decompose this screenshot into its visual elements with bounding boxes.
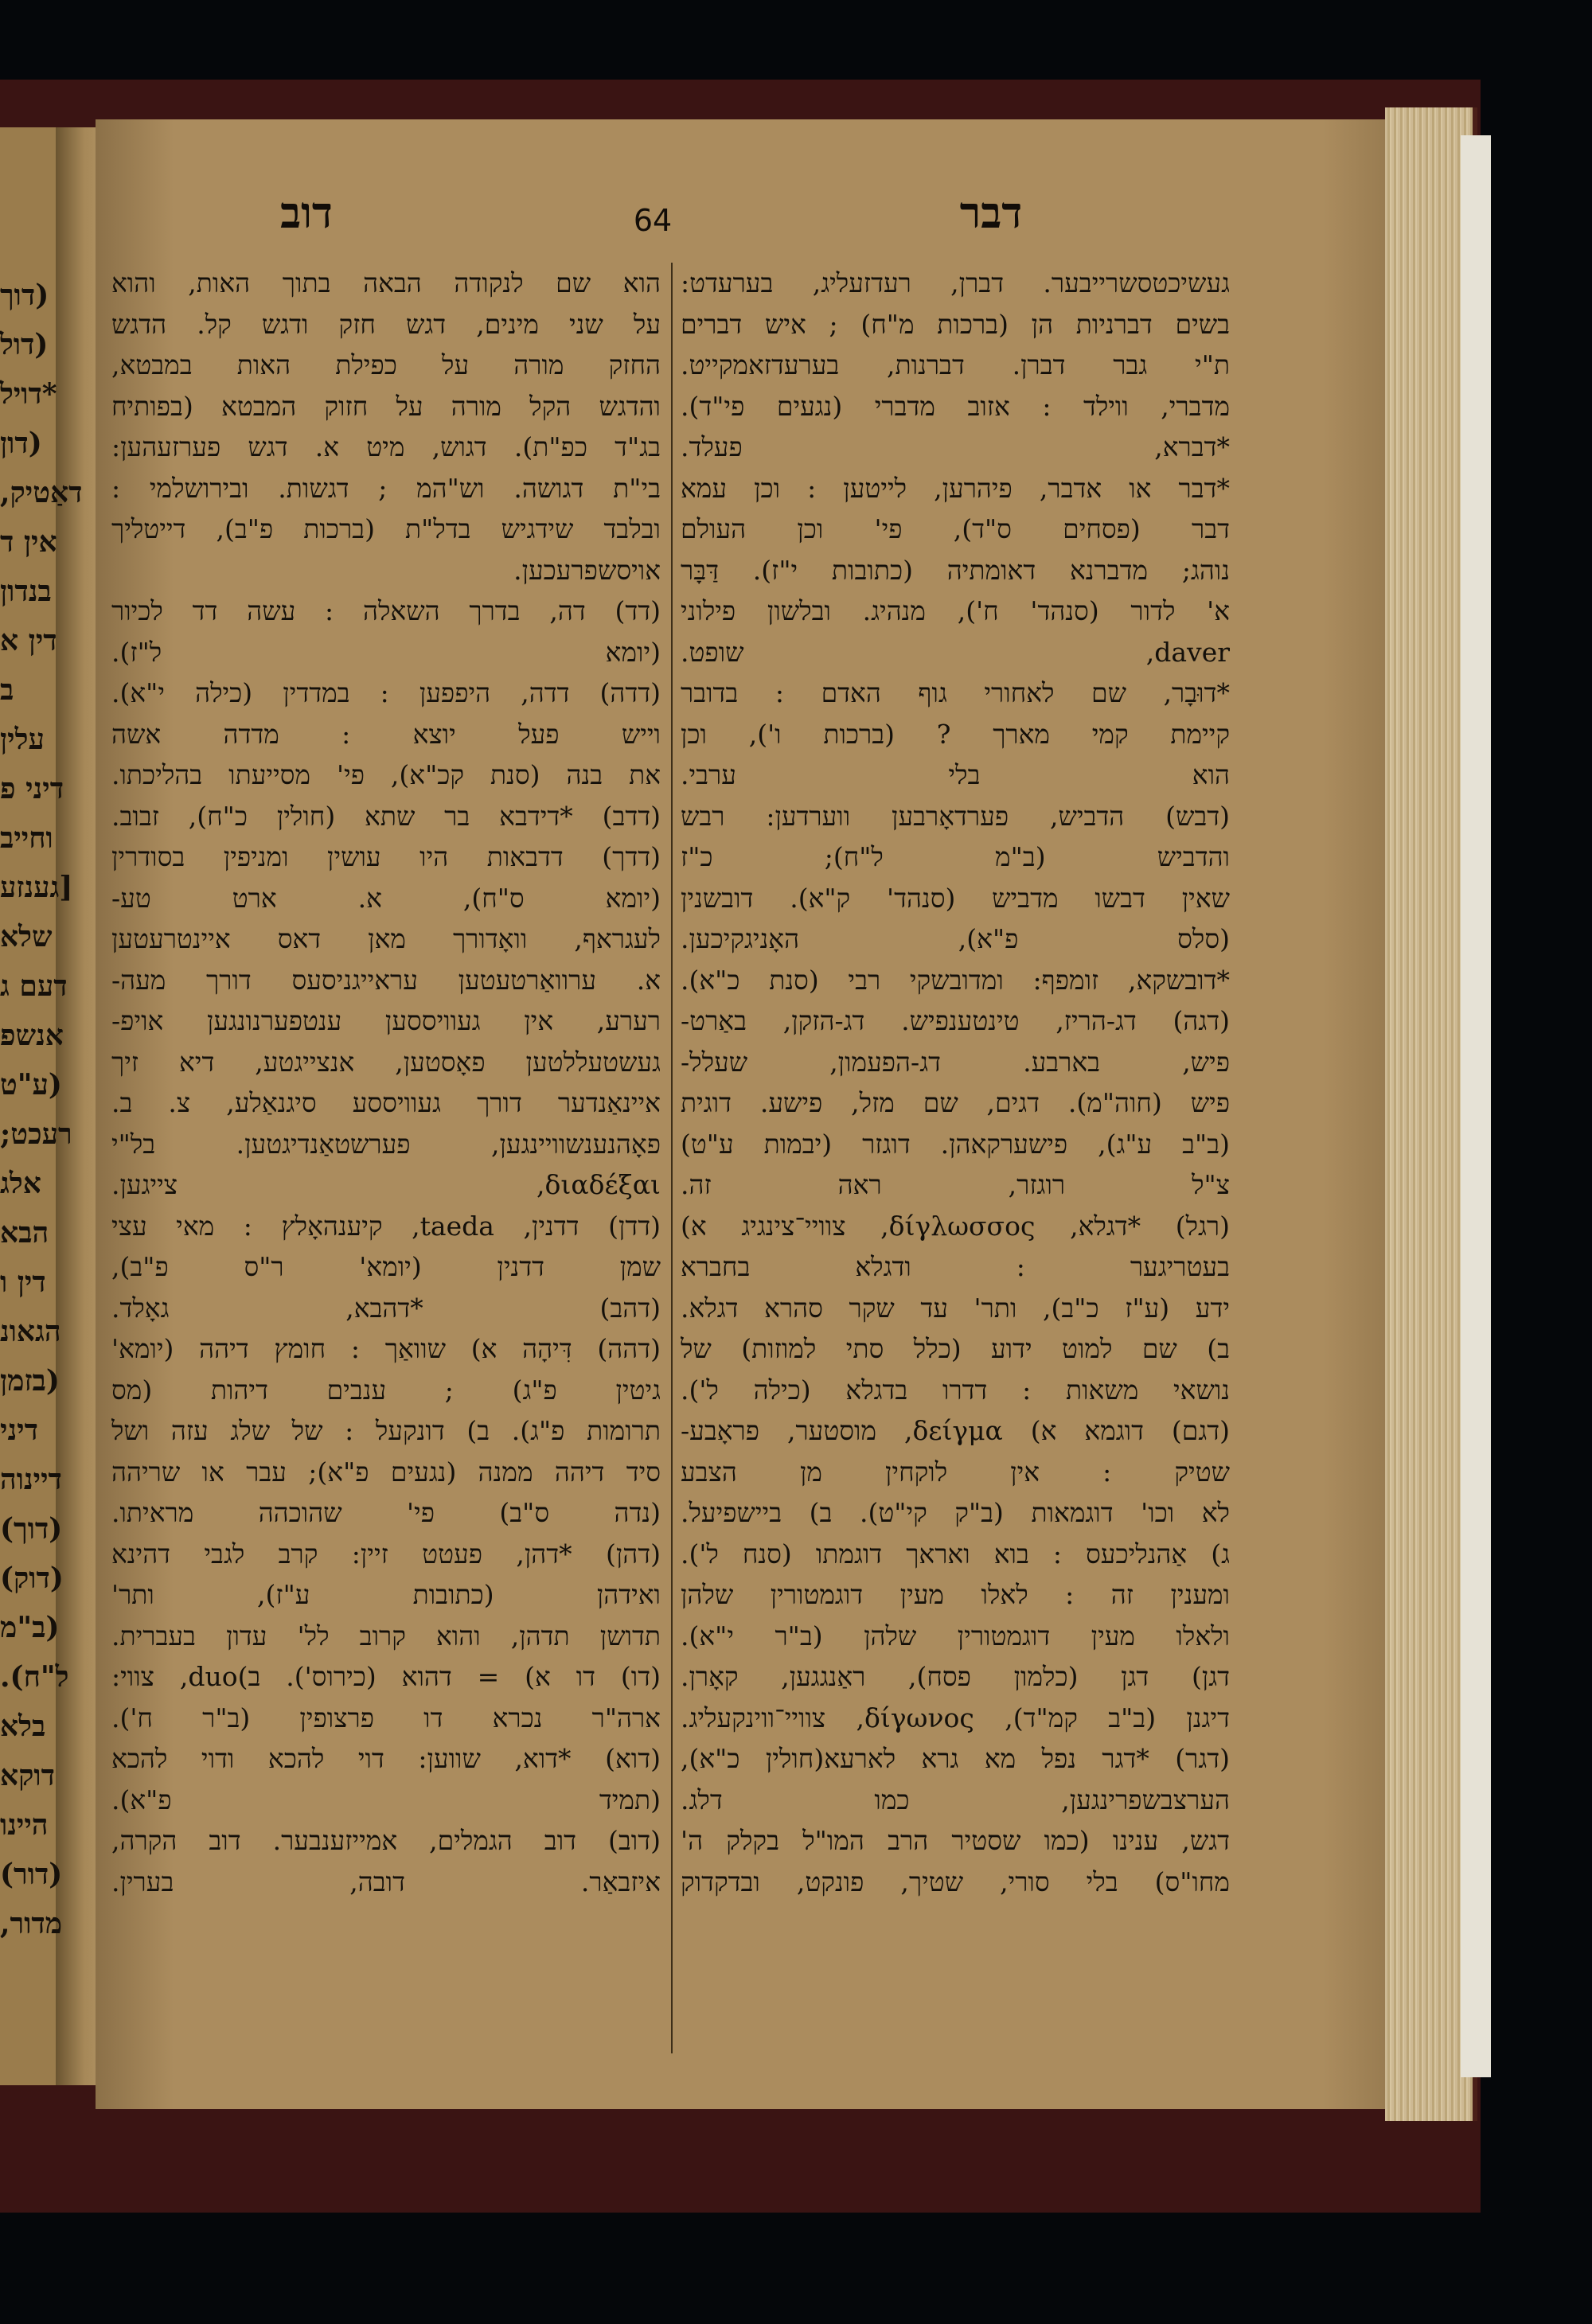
text-line: לעגראף, וואָדורך מאן דאס איינטרעטען (111, 923, 661, 954)
page-number: 64 (633, 203, 673, 238)
facing-page-line: רעכט; (0, 1117, 72, 1151)
text-line: געשטעללטען פאָסטען, אנצייגטע, דיא זיך (111, 1046, 661, 1078)
facing-page-line: מדור, (0, 1907, 63, 1940)
text-line: (תמיד פ"א). (111, 1784, 661, 1815)
facing-page-line: דוקא (0, 1759, 55, 1792)
text-line: והדגש הקל מורה על חזוק המבטא (בפותיח (111, 390, 661, 422)
text-line: *דברא, פעלד. (681, 431, 1230, 462)
text-line: (דגם) דוגמא א) δείγμα, מוסטער, פראָבע- (681, 1415, 1230, 1446)
facing-page-line: אנשפ (0, 1019, 64, 1052)
facing-page-line: [גענזע (0, 871, 73, 904)
text-line: διαδέξαι, צייגען. (111, 1169, 661, 1200)
facing-page-line: דיני פ (0, 772, 64, 805)
text-line: ומענין זה : לאלו מעין דוגמטורין שלהן (681, 1579, 1230, 1610)
text-line: (דו) דו א) = דהוא (כירוס'). ב)duo, צווי: (111, 1661, 661, 1692)
guide-word-left: דוב (280, 187, 333, 238)
facing-page-line: אלג (0, 1167, 41, 1200)
page-edge-strip (1461, 135, 1491, 2077)
text-line: (דהב) *דהבא, גאָלד. (111, 1292, 661, 1324)
facing-page-line: הבא (0, 1216, 49, 1250)
text-line: פיש (חוה"מ). דגים, שם מזל, פישע. דוגית (681, 1087, 1230, 1118)
facing-page-line: (דור) (0, 1858, 63, 1891)
text-line: daver, שופט. (681, 636, 1230, 668)
text-line: ולאלו מעין דוגמטורין שלהן (ב"ר י"א). (681, 1620, 1230, 1651)
facing-page-line: היינו (0, 1808, 49, 1842)
text-line: געשיכטסשרייבער. דברן, רעדזעליג, בערעדט: (681, 267, 1230, 298)
text-line: (דהה) דִּיהָה א) שוואַך : חומץ דיהה (יומא' (111, 1333, 661, 1364)
facing-page-line: וחייב (0, 821, 53, 855)
text-line: אויסשפרעכען. (513, 554, 661, 586)
facing-page-line: (ע"ט (0, 1068, 62, 1102)
text-line: ובלבד שידגיש בדל"ת (ברכות פ"ב), דייטליך (111, 513, 661, 544)
text-line: (דגר) *דגר נפל מא גרא לארעא(חולין כ"א), (681, 1743, 1230, 1774)
facing-page-line: עלין (0, 723, 45, 756)
text-line: הערצבשפרינגען, כמו דלג. (681, 1784, 1230, 1815)
facing-page-line: (דוק) (0, 1562, 64, 1595)
facing-page-line: בנדון (0, 575, 52, 608)
text-line: (דבש) הדביש, פערדאָרבען ווערדען: רבש (681, 800, 1230, 832)
text-line: דיגנן (ב"ב קמ"ד), δίγωνος, צוויי־ווינקעליג. (681, 1702, 1230, 1733)
facing-page-line: דיינוה (0, 1463, 62, 1496)
facing-page-line: דיני (0, 1414, 38, 1447)
text-line: (רגל) *דגלא, δίγλωσσος, צוויי־צינגיג א) (681, 1210, 1230, 1242)
facing-page-line: (דוך) (0, 1512, 63, 1546)
text-line: לא וכו' דוגמאות (ב"ק קי"ט). ב) ביישפיעל. (681, 1497, 1230, 1528)
facing-page-text (0, 271, 94, 2101)
text-line: דבר (פסחים ס"ד), פי' וכן העולם (681, 513, 1230, 544)
facing-page-line: (ב"מ (0, 1611, 60, 1644)
facing-page-line: דין א (0, 624, 57, 657)
left-column (111, 263, 661, 1902)
facing-page-line: דעם ג (0, 969, 68, 1003)
facing-page-line: ב (0, 673, 14, 707)
text-line: הוא שם לנקודה הבאה בתוך האות, והוא (111, 267, 661, 298)
text-line: (דדה) דדה, היפפען : במדדין (כילה י"א). (111, 677, 661, 708)
text-line: החזק מורה על כפילת האות במבטא, (111, 349, 661, 380)
guide-word-right: דבר (959, 187, 1023, 238)
text-line: (דדן) דדנין, taeda, קיענהאָלץ : מאי עצי (111, 1210, 661, 1242)
facing-page-line: שלא (0, 920, 53, 953)
text-line: על שני מינים, דגש חזק ודגש קל. הדגש (111, 308, 661, 340)
text-line: שטיק : אין לוקחין מן הצבע (681, 1456, 1230, 1488)
text-line: וייש פעל יוצא : מדדה אשה (111, 718, 661, 750)
text-line: (דוא) *דוא, שווען: דוי להכא ודוי להכא (111, 1743, 661, 1774)
text-line: (נדה ס"ב) פי' שהוכהה מראיתו. (111, 1497, 661, 1528)
text-line: דגן) דגן (כלמון פסח), ראַנגגען, קאָרן. (681, 1661, 1230, 1692)
text-line: ידע (ע"ז כ"ב), ותר' עד שקר סהרא דגלא. (681, 1292, 1230, 1324)
text-line: ואידהן (כתובות ע"ז), ותר' (111, 1579, 661, 1610)
text-line: בי"ת דגושה. וש"המ ; דגשות. ובירושלמי : (111, 472, 661, 504)
facing-page-line: (דול (0, 328, 49, 361)
text-line: בשים דברניות הן (ברכות מ"ח) ; איש דברים (681, 308, 1230, 340)
text-line: (דהן) *דהן, פעטט זיין: קרב לגבי דהינא (111, 1538, 661, 1569)
text-line: *דבר או אדבר, פיהרען, לייטען : וכן עמא (681, 472, 1230, 504)
text-line: א' לדור (סנהד' ח'), מנהיג. ובלשון פילוני (681, 595, 1230, 626)
text-line: (דגה) דג-הריז, טינטענפיש. דג-הזקן, באַרט- (681, 1005, 1230, 1036)
text-line: ג) אַהנליכעס : בוא ואראך דוגמתו (סנח ל'). (681, 1538, 1230, 1569)
text-line: והדביש (ב"מ ל"ח); כ"ז (681, 841, 1230, 872)
text-line: ארה"ר נכרא דו פרצופין (ב"ר ח'). (111, 1702, 661, 1733)
text-line: (סלס פ"א), האָניגקיכען. (681, 923, 1230, 954)
column-divider (671, 263, 673, 2053)
text-line: תדושן תדהן, והוא קרוב לל' עדון בעברית. (111, 1620, 661, 1651)
text-line: (דוב) דוב הגמלים, אמייזענבער. דוב הקרה, (111, 1825, 661, 1856)
text-line: הוא בלי ערבי. (681, 759, 1230, 790)
facing-page-line: (דוך (0, 279, 49, 312)
text-line: (ב"ב ע"ג), פישערקאהן. דוגזר (יבמות ע"ט) (681, 1128, 1230, 1160)
text-line: רערע, אין געוויססען ענטפערנונגען אויפ- (111, 1005, 661, 1036)
text-line: איזבאַר. דובה, בערין. (111, 1866, 661, 1897)
facing-page-line: אין ד (0, 525, 57, 559)
text-line: ב) שם למוט ידוע (כלל סתי למוזות) של (681, 1333, 1230, 1364)
facing-page-line: דין ו (0, 1265, 46, 1299)
text-line: דגש, ענינו (כמו שסטיר הרב המו"ל בקלק ה' (681, 1825, 1230, 1856)
text-line: (דדב) *דידבא בר שתא (חולין כ"ח), זבוב. (111, 800, 661, 832)
text-line: את בנה (סנת קכ"א), פי' מסייעתו בהליכתו. (111, 759, 661, 790)
facing-page-line: ל"ח). (0, 1660, 69, 1694)
right-column (681, 263, 1230, 1902)
text-line: (יומא ל"ז). (111, 636, 661, 668)
facing-page-line: הגאונ (0, 1315, 61, 1348)
text-line: (דדך) דדבאות היו עושין ומניפין בסודרין (111, 841, 661, 872)
text-line: נושאי משאות : דדרו בדגלא (כילה ל'). (681, 1374, 1230, 1406)
text-line: גיטין פ"ג) ; ענבים דיהות (מס (111, 1374, 661, 1406)
text-line: *דובשקא, זומפף: ומדובשקי רבי (סנת כ"א). (681, 964, 1230, 996)
text-line: נוהג; מדברנא דאומתיה (כתובות י"ז). דַּבָּר (681, 554, 1230, 586)
text-line: מדברי, ווילד : אזוב מדברי (נגעים פי"ד). (681, 390, 1230, 422)
text-line: תרומות פ"ג). ב) דונקעל : של שלג עזה ושל (111, 1415, 661, 1446)
facing-page-line: דאַטיק, (0, 476, 83, 509)
text-line: איינאַנדער דורך געוויססע סיגנאַלע, צ. ב. (111, 1087, 661, 1118)
text-line: בג"ד כפ"ת). דגוש, מיט א. דגש פערזעהען: (111, 431, 661, 462)
text-line: קיימת קמי מארך ? (ברכות ו'), וכן (681, 718, 1230, 750)
text-line: שמן דדנין (יומא' ר"ס פ"ב), (111, 1251, 661, 1282)
text-line: פאָהנענשוויינגען, פערשטאַנדיגטען. בל"י (111, 1128, 661, 1160)
text-line: מחו"ס) בלי סורי, שטיך, פונקט, ובדקדוק (681, 1866, 1230, 1897)
facing-page-line: *דויל (0, 377, 57, 411)
text-line: (דד) דה, בדרך השאלה : עשה דד לכיור (111, 595, 661, 626)
text-line: בעטריגער : ודגלא בחברא (681, 1251, 1230, 1282)
text-line: *דוּבָר, שם לאחורי גוף האדם : בדובר (681, 677, 1230, 708)
facing-page-line: (בזמן (0, 1364, 60, 1398)
text-line: א. ערוואַרטעטען עראייגניסעס דורך מעה- (111, 964, 661, 996)
text-line: שאין דבשו מדביש (סנהד' ק"א). דובשנין (681, 882, 1230, 914)
text-line: פיש, בארבע. דג-הפעמון, שעלל- (681, 1046, 1230, 1078)
facing-page-line: בלא (0, 1710, 46, 1743)
facing-page-line: (דון (0, 427, 42, 460)
text-line: צ"ל רוגזר, ראה זה. (681, 1169, 1230, 1200)
text-line: (יומא ס"ח), א. ארט טע- (111, 882, 661, 914)
text-line: סיד דיהה ממנה (נגעים פ"א); עבר או שריהה (111, 1456, 661, 1488)
text-line: ת"י גבר דברן. דברנות, בערעדזאמקייט. (681, 349, 1230, 380)
